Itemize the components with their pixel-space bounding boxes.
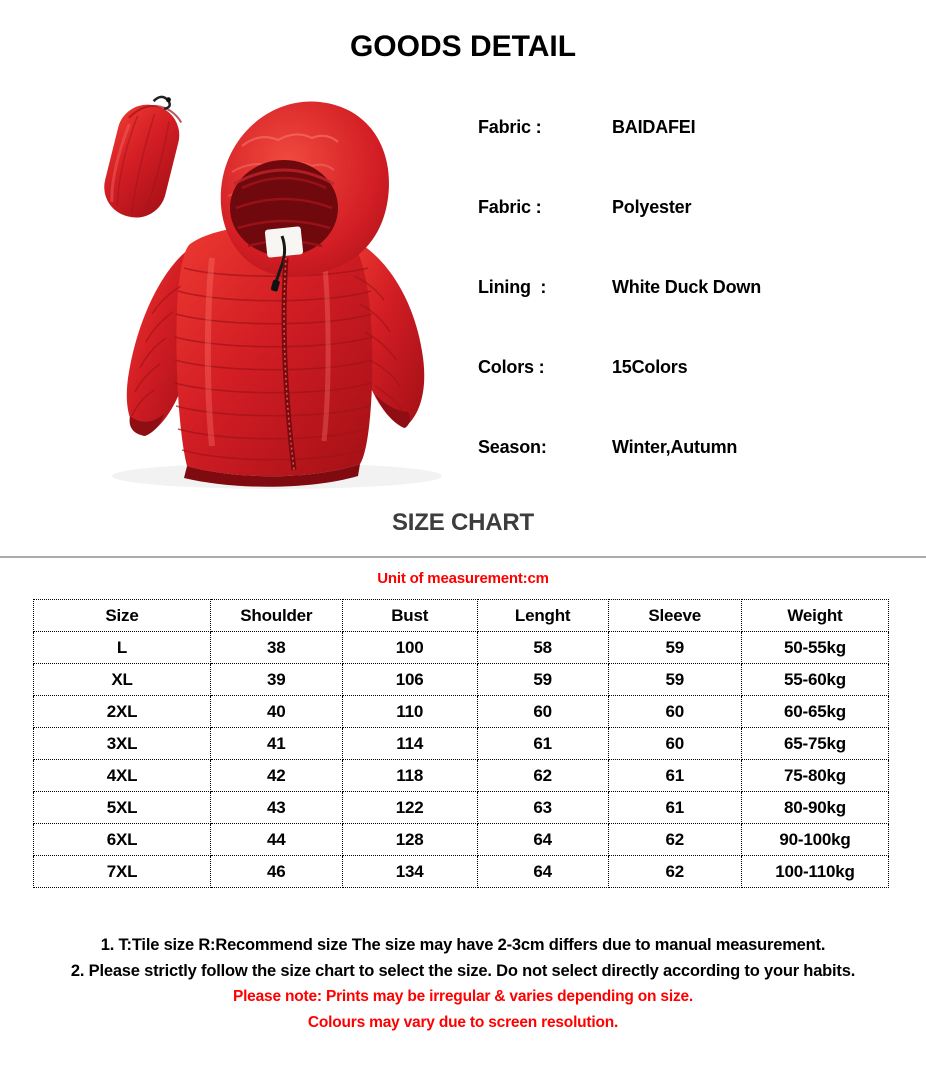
unit-of-measurement-note: Unit of measurement:cm [377,570,549,587]
attribute-value: BAIDAFEI [612,117,696,137]
section-divider [0,556,926,558]
table-cell: 39 [210,664,342,696]
table-cell: 134 [342,856,477,888]
table-cell: 41 [210,728,342,760]
table-cell: 60 [477,696,608,728]
size-table-body [34,632,889,888]
table-row [34,760,889,792]
attribute-value: Winter,Autumn [612,437,738,457]
table-cell: 118 [342,760,477,792]
table-cell: 64 [477,856,608,888]
table-cell: 44 [210,824,342,856]
column-header-lenght: Lenght [477,600,608,632]
product-photo [72,86,470,494]
column-header-size: Size [34,600,211,632]
footnotes [0,932,926,1036]
table-cell: 50-55kg [741,632,888,664]
column-header-sleeve: Sleeve [608,600,741,632]
size-chart-title: SIZE CHART [391,509,534,536]
table-cell: 62 [608,824,741,856]
table-cell: 59 [608,664,741,696]
page-title: GOODS DETAIL [349,30,577,63]
attribute-label: Lining : [478,277,547,297]
table-cell: 62 [477,760,608,792]
table-row [34,856,889,888]
table-row [34,632,889,664]
table-row [34,792,889,824]
table-cell: 58 [477,632,608,664]
table-cell: 59 [608,632,741,664]
table-cell: 55-60kg [741,664,888,696]
table-cell: 128 [342,824,477,856]
table-cell: 43 [210,792,342,824]
table-cell: XL [34,664,211,696]
table-cell: 75-80kg [741,760,888,792]
table-cell: 63 [477,792,608,824]
table-cell: 46 [210,856,342,888]
table-cell: 90-100kg [741,824,888,856]
table-cell: 65-75kg [741,728,888,760]
size-chart-table [33,599,889,888]
table-cell: 122 [342,792,477,824]
table-row [34,696,889,728]
table-cell: 60-65kg [741,696,888,728]
table-cell: 100-110kg [741,856,888,888]
table-cell: 100 [342,632,477,664]
attribute-label: Fabric : [478,117,542,137]
attribute-value: 15Colors [612,357,688,377]
jacket-illustration [72,86,470,494]
table-cell: 3XL [34,728,211,760]
note-red-line-2: Colours may vary due to screen resolution. [307,1014,619,1031]
table-cell: 7XL [34,856,211,888]
note-line-1: 1. T:Tile size R:Recommend size The size may have 2-3cm differs due to manual measurement. [100,936,826,954]
attribute-row [478,196,691,218]
attribute-row [478,276,761,298]
table-cell: 110 [342,696,477,728]
attribute-label: Season: [478,437,547,457]
note-line-2: 2. Please strictly follow the size chart to select the size. Do not select directly according to your habits. [70,962,856,980]
table-row [34,664,889,696]
table-cell: 114 [342,728,477,760]
attribute-value: White Duck Down [612,277,761,297]
table-cell: 61 [477,728,608,760]
attribute-row [478,436,737,458]
table-header-row [34,600,889,632]
attribute-label: Fabric : [478,197,542,217]
table-cell: 59 [477,664,608,696]
attribute-label: Colors : [478,357,545,377]
table-cell: 60 [608,696,741,728]
table-cell: 2XL [34,696,211,728]
table-cell: 42 [210,760,342,792]
note-red-line-1: Please note: Prints may be irregular & varies depending on size. [232,988,694,1005]
column-header-bust: Bust [342,600,477,632]
attribute-row [478,356,687,378]
table-cell: 80-90kg [741,792,888,824]
table-cell: 6XL [34,824,211,856]
table-cell: 38 [210,632,342,664]
packing-pouch [98,87,189,224]
table-cell: 5XL [34,792,211,824]
table-cell: L [34,632,211,664]
table-cell: 64 [477,824,608,856]
table-cell: 61 [608,792,741,824]
table-cell: 62 [608,856,741,888]
table-cell: 40 [210,696,342,728]
attribute-row [478,116,695,138]
column-header-weight: Weight [741,600,888,632]
table-cell: 61 [608,760,741,792]
table-cell: 106 [342,664,477,696]
table-cell: 4XL [34,760,211,792]
table-row [34,824,889,856]
attribute-value: Polyester [612,197,692,217]
table-cell: 60 [608,728,741,760]
column-header-shoulder: Shoulder [210,600,342,632]
table-row [34,728,889,760]
